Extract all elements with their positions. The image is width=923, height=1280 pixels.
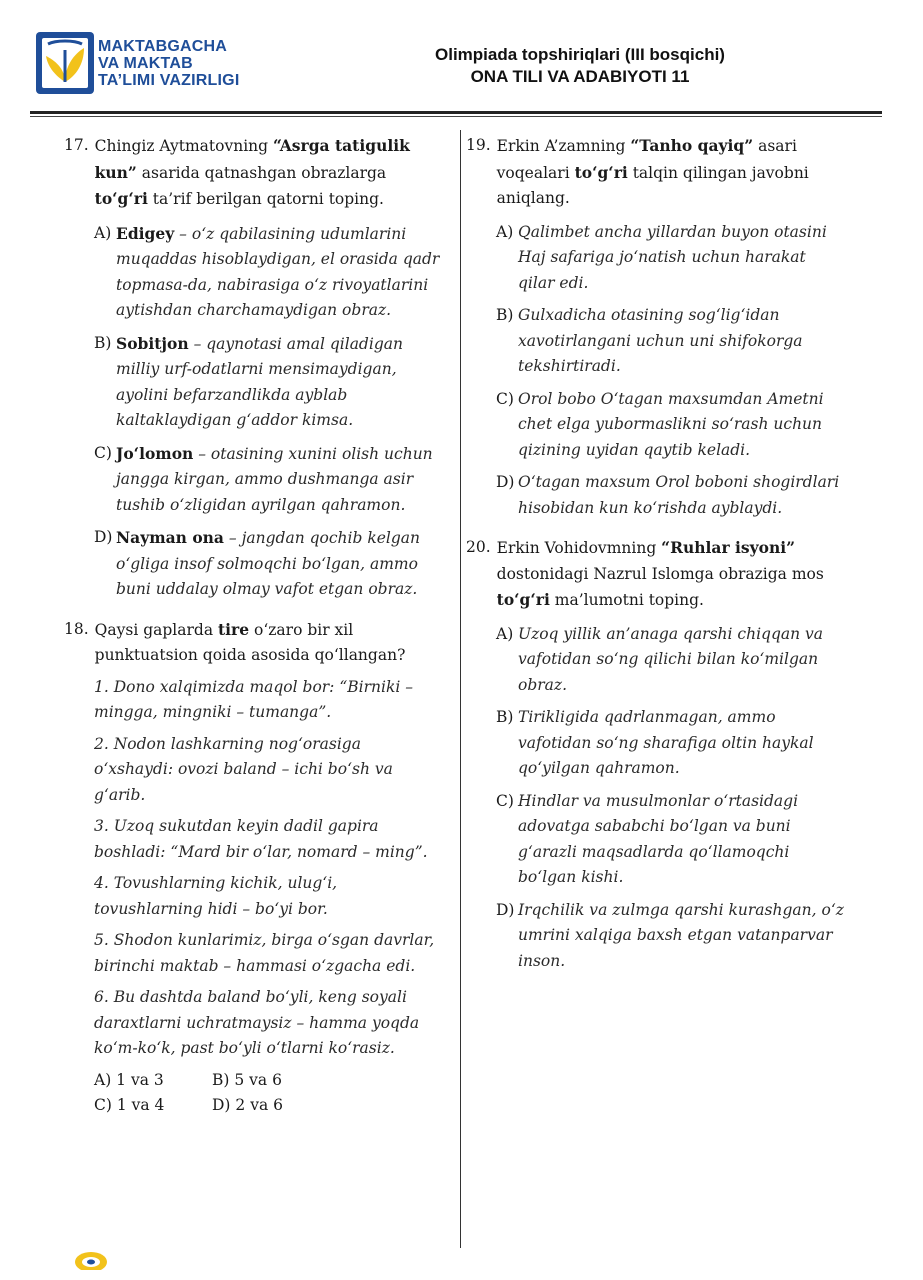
- stem-part: o‘zaro bir xil punktuatsion qoida asosida qo‘llangan?: [94, 620, 406, 664]
- question-stem: [466, 133, 846, 212]
- option-text: Orol bobo O‘tagan maxsumdan Ametni chet elga yubormaslikni so‘rash uchun qizining uyidan qaytib keladi.: [518, 389, 824, 459]
- question-text: [497, 535, 846, 614]
- question-stem: [64, 133, 444, 213]
- option-d[interactable]: D) 2 va 6: [212, 1096, 283, 1114]
- document-title-line2: ONA TILI VA ADABIYOTI 11: [470, 67, 690, 86]
- page-header: [0, 0, 923, 112]
- answer-row: [94, 1093, 444, 1119]
- option-text: Tirikligida qadrlanmagan, ammo vafotidan so‘ng sharafiga oltin haykal qo‘yilgan qahramon.: [518, 708, 814, 777]
- option-d[interactable]: [496, 898, 846, 975]
- ministry-name-line2: VA MAKTAB: [98, 55, 193, 72]
- option-text: Gulxadicha otasining sog‘lig‘idan xavotirlangani uchun uni shifokorga tekshirtiradi.: [518, 306, 803, 375]
- stem-bold: to‘g‘ri: [574, 162, 628, 182]
- option-b[interactable]: [496, 303, 846, 380]
- column-divider: [460, 130, 461, 1248]
- header-rule-thin: [30, 116, 882, 117]
- question-stem: [64, 617, 444, 669]
- option-letter: B): [94, 333, 112, 352]
- answer-row: [94, 1068, 444, 1094]
- option-c[interactable]: C) 1 va 4: [94, 1096, 165, 1114]
- option-description: otasining xunini olish uchun jangga kirgan, ammo dushmanga asir tushib o‘zligidan ayrilgan qahramon.: [116, 444, 433, 514]
- option-letter: C): [496, 389, 514, 408]
- sentence-item: 1. Dono xalqimizda maqol bor: “Birniki – mingga, mingniki – tumanga”.: [94, 677, 413, 721]
- document-title: [340, 44, 820, 88]
- option-b[interactable]: [496, 705, 846, 782]
- option-a[interactable]: [496, 220, 846, 297]
- option-name: Sobitjon: [116, 333, 189, 353]
- ministry-name: [98, 38, 239, 89]
- option-c[interactable]: [496, 387, 846, 464]
- sentence-list: [94, 675, 444, 1062]
- question-18: [64, 617, 444, 1119]
- option-description: jangdan qochib kelgan o‘gliga insof solmoqchi bo‘lgan, ammo buni uddalay olmay vafot etgan obraz.: [116, 529, 421, 598]
- sentence-item: 3. Uzoq sukutdan keyin dadil gapira boshladi: “Mard bir o‘lar, nomard – ming”.: [94, 817, 428, 861]
- stem-part: ma’lumotni toping.: [549, 591, 704, 609]
- document-title-line1: Olimpiada topshiriqlari (III bosqichi): [435, 45, 725, 64]
- header-rule-thick: [30, 111, 882, 114]
- question-number: 18.: [64, 619, 89, 638]
- option-letter: B): [496, 306, 514, 324]
- question-text: [497, 133, 846, 212]
- option-name: Nayman ona: [116, 528, 224, 547]
- left-column: [64, 133, 444, 1133]
- option-text: Nayman ona – jangdan qochib kelgan o‘gliga insof solmoqchi bo‘lgan, ammo buni uddalay olmay vafot etgan obraz.: [116, 528, 421, 598]
- option-text: Uzoq yillik an’anaga qarshi chiqqan va vafotidan so‘ng qilichi bilan ko‘milgan obraz.: [518, 624, 824, 694]
- sentence-item: 5. Shodon kunlarimiz, birga o‘sgan davrlar, birinchi maktab – hammasi o‘zgacha edi.: [94, 931, 435, 975]
- right-column: [466, 133, 846, 988]
- question-19: [466, 133, 846, 521]
- stem-part: ta’rif berilgan qatorni toping.: [147, 190, 384, 208]
- option-letter: A): [94, 223, 112, 242]
- option-b[interactable]: [94, 331, 444, 434]
- sentence-item: 4. Tovushlarning kichik, ulug‘i, tovushlarning hidi – bo‘yi bor.: [94, 874, 338, 918]
- corner-badge-icon: [74, 1240, 108, 1270]
- stem-bold: “Ruhlar isyoni”: [661, 538, 796, 557]
- option-description: o‘z qabilasining udumlarini muqaddas hisoblaydigan, el orasida qadr topmasa-da, nabirasiga o‘z rivoyatlarini aytishdan charchamaydigan obraz.: [116, 224, 440, 319]
- answer-options: [496, 622, 846, 975]
- option-d[interactable]: [496, 470, 846, 521]
- option-d[interactable]: [94, 525, 444, 603]
- question-number: 20.: [466, 538, 491, 556]
- option-description: qaynotasi amal qiladigan milliy urf-odatlarni mensimaydigan, ayolini befarzandlikda ayblab kaltaklaydigan g‘addor kimsa.: [116, 334, 403, 429]
- answer-options: [94, 1068, 444, 1119]
- stem-part: asarida qatnashgan obrazlarga: [136, 163, 387, 182]
- answer-options: [496, 220, 846, 522]
- question-text: [95, 133, 444, 213]
- option-letter: A): [496, 624, 514, 643]
- option-letter: D): [94, 528, 113, 546]
- sentence-item: 6. Bu dashtda baland bo‘yli, keng soyali daraxtlarni uchratmaysiz – hamma yoqda ko‘m-ko‘k, past bo‘yli o‘tlarni ko‘rasiz.: [94, 988, 420, 1057]
- stem-bold: “Tanho qayiq”: [630, 136, 754, 155]
- option-b[interactable]: B) 5 va 6: [212, 1070, 282, 1089]
- stem-part: Chingiz Aytmatovning: [94, 137, 273, 155]
- question-17: [64, 133, 444, 603]
- question-number: 19.: [466, 136, 491, 154]
- stem-part: asari voqealari: [496, 137, 797, 182]
- stem-part: Qaysi gaplarda: [94, 620, 218, 639]
- option-text: Qalimbet ancha yillardan buyon otasini Haj safariga jo‘natish uchun harakat qilar edi.: [518, 222, 827, 292]
- question-number: 17.: [64, 136, 89, 154]
- question-20: [466, 535, 846, 974]
- option-letter: B): [496, 708, 514, 726]
- option-c[interactable]: [94, 441, 444, 519]
- stem-part: Erkin Vohidovmning: [496, 539, 662, 557]
- ministry-name-line3: TA’LIMI VAZIRLIGI: [98, 72, 240, 89]
- question-stem: [466, 535, 846, 614]
- option-letter: C): [94, 443, 112, 462]
- question-text: [95, 617, 444, 669]
- option-a[interactable]: A) 1 va 3: [94, 1070, 164, 1089]
- option-a[interactable]: [496, 622, 846, 699]
- answer-options: [94, 221, 444, 603]
- option-a[interactable]: [94, 221, 444, 324]
- option-text: O‘tagan maxsum Orol boboni shogirdlari hisobidan kun ko‘rishda ayblaydi.: [518, 473, 840, 517]
- stem-part: dostonidagi Nazrul Islomga obraziga mos: [496, 564, 824, 583]
- option-text: Hindlar va musulmonlar o‘rtasidagi adovatga sababchi bo‘lgan va buni g‘arazli maqsadlarda qo‘llamoqchi bo‘lgan kishi.: [518, 791, 799, 886]
- option-c[interactable]: [496, 789, 846, 891]
- option-letter: D): [496, 473, 515, 491]
- option-letter: A): [496, 222, 514, 241]
- stem-bold: tire: [217, 619, 250, 639]
- ministry-logo-icon: [34, 30, 96, 96]
- option-text: Sobitjon – qaynotasi amal qiladigan milliy urf-odatlarni mensimaydigan, ayolini befarzandlikda ayblab kaltaklaydigan g‘addor kimsa.: [116, 333, 403, 429]
- stem-part: Erkin A’zamning: [496, 137, 631, 155]
- option-text: Irqchilik va zulmga qarshi kurashgan, o‘z umrini xalqiga baxsh etgan vatanparvar inson.: [518, 900, 844, 970]
- option-name: Jo‘lomon: [116, 443, 194, 463]
- stem-bold: to‘g‘ri: [94, 189, 148, 208]
- option-text: Edigey – o‘z qabilasining udumlarini muqaddas hisoblaydigan, el orasida qadr topmasa-da, nabirasiga o‘z rivoyatlarini aytishdan charchamaydigan obraz.: [116, 223, 440, 319]
- sentence-item: 2. Nodon lashkarning nog‘orasiga o‘xshaydi: ovozi baland – ichi bo‘sh va g‘arib.: [94, 734, 393, 804]
- ministry-name-line1: MAKTABGACHA: [98, 38, 227, 55]
- stem-bold: “Asrga tatigulik kun”: [94, 136, 410, 182]
- stem-part: talqin qilingan javobni aniqlang.: [496, 163, 809, 207]
- stem-bold: to‘g‘ri: [496, 590, 550, 609]
- option-name: Edigey: [116, 223, 175, 243]
- option-text: Jo‘lomon – otasining xunini olish uchun jangga kirgan, ammo dushmanga asir tushib o‘zligidan ayrilgan qahramon.: [116, 443, 433, 514]
- option-letter: C): [496, 791, 514, 810]
- option-letter: D): [496, 900, 515, 919]
